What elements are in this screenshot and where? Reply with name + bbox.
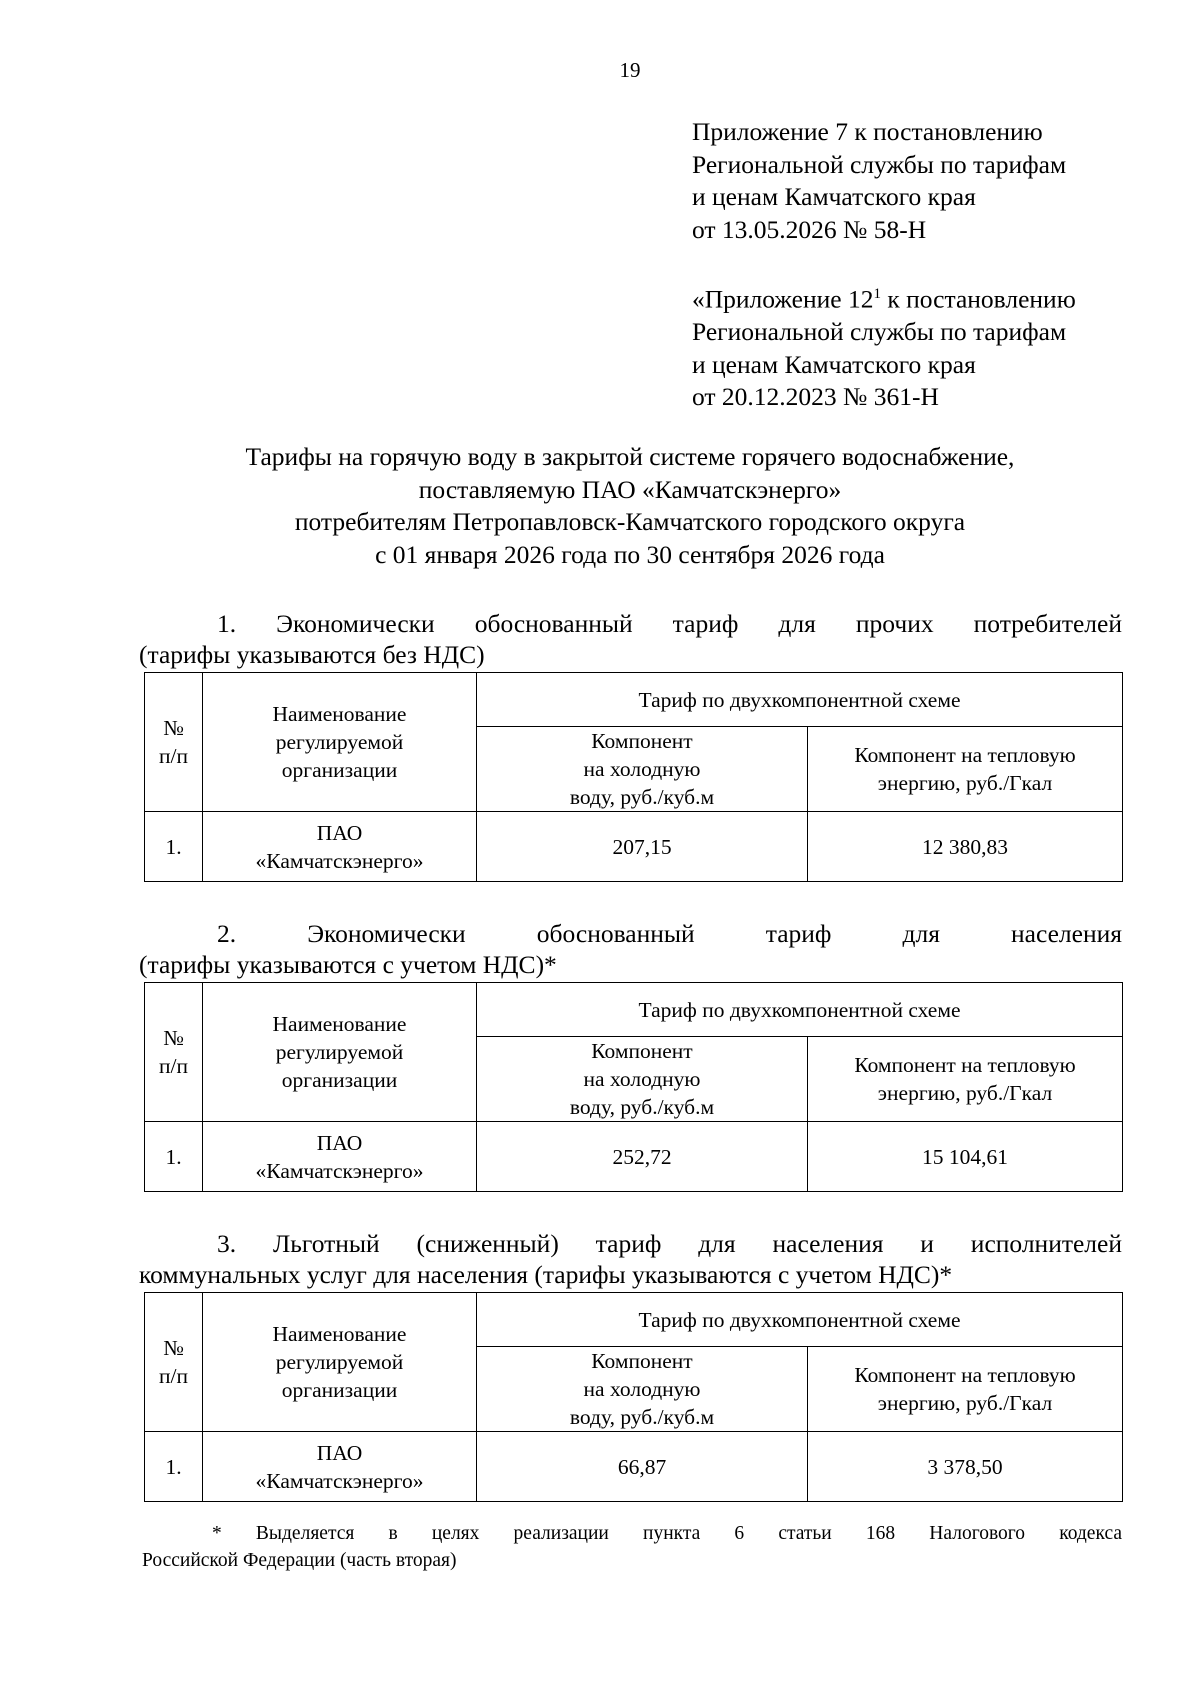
header-tariff-group: Тариф по двухкомпонентной схеме [477, 983, 1123, 1037]
section-heading-1 [139, 608, 1122, 670]
title-line: Тарифы на горячую воду в закрытой системе горячего водоснабжение, [245, 442, 1015, 471]
table-row [145, 1432, 1123, 1502]
row-heat-value: 15 104,61 [808, 1122, 1123, 1192]
header-organization: Наименование регулируемой организации [203, 1293, 477, 1432]
header-number: № п/п [145, 1293, 203, 1432]
row-heat-value: 12 380,83 [808, 812, 1123, 882]
row-organization: ПАО «Камчатскэнерго» [203, 1432, 477, 1502]
section-heading-line: 3. Льготный (сниженный) тариф для населения и исполнителей [217, 1229, 1122, 1258]
header-heat-component: Компонент на тепловую энергию, руб./Гкал [808, 727, 1123, 812]
header-cold-water-component: Компонент на холодную воду, руб./куб.м [477, 1037, 808, 1122]
header-cold-water-component: Компонент на холодную воду, руб./куб.м [477, 727, 808, 812]
appendix-line-text: «Приложение 12 [692, 284, 874, 314]
appendix-current-reference [692, 116, 1162, 246]
section-heading-line: коммунальных услуг для населения (тарифы указываются с учетом НДС)* [139, 1260, 953, 1289]
section-heading-2 [139, 918, 1122, 980]
footnote-line: Российской Федерации (часть вторая) [142, 1550, 457, 1571]
appendix-line: Приложение 7 к постановлению [692, 117, 1043, 146]
footnote [142, 1520, 1122, 1574]
appendix-line: от 13.05.2026 № 58-Н [692, 214, 927, 244]
header-tariff-group: Тариф по двухкомпонентной схеме [477, 1293, 1123, 1347]
row-number: 1. [145, 1432, 203, 1502]
row-number: 1. [145, 1122, 203, 1192]
appendix-line-text: к постановлению [881, 284, 1076, 314]
appendix-line: Региональной службы по тарифам [692, 149, 1067, 179]
row-organization: ПАО «Камчатскэнерго» [203, 812, 477, 882]
row-cold-water-value: 207,15 [477, 812, 808, 882]
appendix-line: и ценам Камчатского края [692, 349, 976, 379]
appendix-line: и ценам Камчатского края [692, 182, 976, 211]
footnote-line: * Выделяется в целях реализации пункта 6 статьи 168 Налогового кодекса [212, 1523, 1122, 1544]
row-heat-value: 3 378,50 [808, 1432, 1123, 1502]
tariff-table-1 [144, 672, 1123, 882]
appendix-line: Региональной службы по тарифам [692, 317, 1067, 346]
section-heading-line: (тарифы указываются без НДС) [139, 640, 485, 669]
table-row [145, 812, 1123, 882]
section-heading-line: 2. Экономически обоснованный тариф для населения [217, 919, 1122, 948]
table-row [145, 1122, 1123, 1192]
section-heading-line: (тарифы указываются с учетом НДС)* [139, 950, 557, 979]
section-heading-3 [139, 1228, 1122, 1290]
title-line: потребителям Петропавловск-Камчатского городского округа [294, 507, 966, 536]
appendix-original-reference [692, 278, 1162, 414]
row-cold-water-value: 252,72 [477, 1122, 808, 1192]
header-tariff-group: Тариф по двухкомпонентной схеме [477, 673, 1123, 727]
row-organization: ПАО «Камчатскэнерго» [203, 1122, 477, 1192]
section-heading-line: 1. Экономически обоснованный тариф для прочих потребителей [217, 609, 1122, 638]
row-cold-water-value: 66,87 [477, 1432, 808, 1502]
appendix-superscript: 1 [873, 286, 881, 302]
header-heat-component: Компонент на тепловую энергию, руб./Гкал [808, 1347, 1123, 1432]
appendix-line: от 20.12.2023 № 361-Н [692, 382, 939, 411]
row-number: 1. [145, 812, 203, 882]
title-line: поставляемую ПАО «Камчатскэнерго» [418, 474, 842, 504]
header-number: № п/п [145, 983, 203, 1122]
header-heat-component: Компонент на тепловую энергию, руб./Гкал [808, 1037, 1123, 1122]
tariff-table-3 [144, 1292, 1123, 1502]
appendix-line [692, 278, 1162, 316]
document-title [140, 441, 1120, 571]
header-organization: Наименование регулируемой организации [203, 673, 477, 812]
header-number: № п/п [145, 673, 203, 812]
header-cold-water-component: Компонент на холодную воду, руб./куб.м [477, 1347, 808, 1432]
header-organization: Наименование регулируемой организации [203, 983, 477, 1122]
tariff-table-2 [144, 982, 1123, 1192]
title-line: с 01 января 2026 года по 30 сентября 2026 года [375, 539, 885, 569]
page-number: 19 [619, 58, 641, 82]
